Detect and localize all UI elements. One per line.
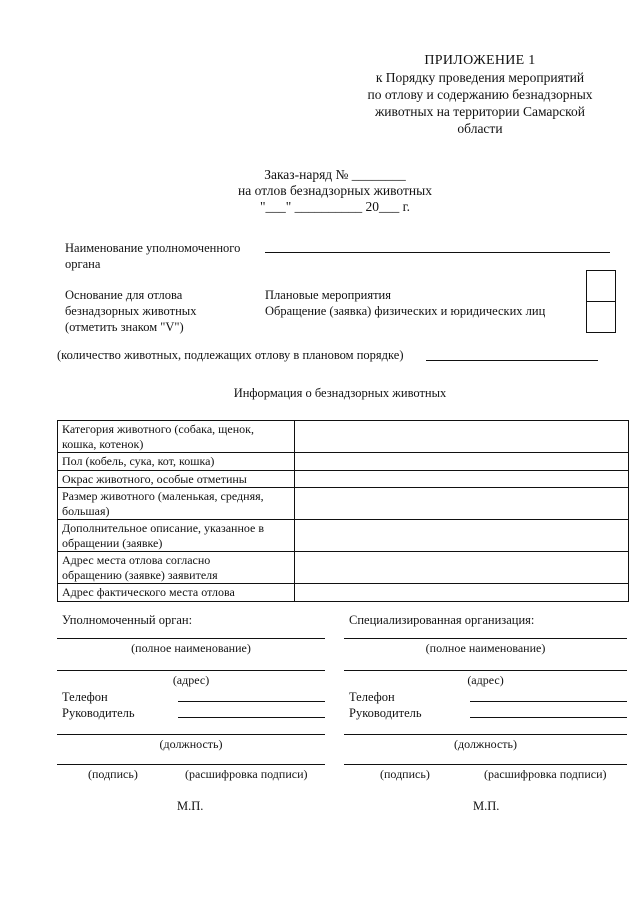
left-header: Уполномоченный орган:	[62, 613, 193, 627]
appendix-line: области	[457, 121, 503, 136]
order-subject: на отлов безнадзорных животных	[238, 183, 432, 198]
order-heading	[200, 167, 470, 215]
basis-option-planned: Плановые мероприятия	[265, 288, 391, 302]
basis-label-line: Основание для отлова	[65, 288, 183, 302]
right-header: Специализированная организация:	[349, 613, 535, 627]
table-row	[58, 520, 629, 552]
row-label: Категория животного (собака, щенок, кошка, котенок)	[58, 421, 295, 453]
basis-options	[265, 287, 545, 319]
right-phone-field[interactable]	[470, 701, 627, 702]
authority-label-line: Наименование уполномоченного	[65, 241, 241, 255]
right-name-field[interactable]	[344, 638, 627, 639]
animal-info-table	[57, 420, 629, 602]
row-label: Дополнительное описание, указанное в обращении (заявке)	[58, 520, 295, 552]
basis-option-request: Обращение (заявка) физических и юридических лиц	[265, 304, 546, 318]
appendix-line: к Порядку проведения мероприятий	[375, 70, 585, 85]
left-position-field[interactable]	[57, 734, 325, 735]
quantity-field[interactable]	[426, 360, 598, 361]
left-phone-field[interactable]	[178, 701, 325, 702]
basis-label-line: безнадзорных животных	[65, 304, 197, 318]
order-number: Заказ-наряд № ________	[264, 167, 406, 182]
table-row	[58, 470, 629, 488]
table-row	[58, 584, 629, 602]
left-address-field[interactable]	[57, 670, 325, 671]
table-row	[58, 552, 629, 584]
row-value-cell[interactable]	[295, 453, 629, 471]
left-position-caption: (должность)	[159, 737, 223, 751]
basis-label-line: (отметить знаком "V")	[65, 320, 184, 334]
row-value-cell[interactable]	[295, 552, 629, 584]
request-checkbox[interactable]	[586, 301, 616, 333]
appendix-line: животных на территории Самарской	[374, 104, 585, 119]
right-head-label: Руководитель	[349, 706, 422, 720]
table-row	[58, 421, 629, 453]
planned-checkbox[interactable]	[586, 270, 616, 302]
left-signature-field[interactable]	[57, 764, 325, 765]
left-address-caption: (адрес)	[172, 673, 210, 687]
table-row	[58, 488, 629, 520]
table-row	[58, 453, 629, 471]
right-signature-field[interactable]	[344, 764, 627, 765]
appendix-title: ПРИЛОЖЕНИЕ 1	[424, 53, 536, 68]
row-value-cell[interactable]	[295, 470, 629, 488]
row-value-cell[interactable]	[295, 488, 629, 520]
left-name-field[interactable]	[57, 638, 325, 639]
appendix-block	[340, 52, 620, 137]
row-value-cell[interactable]	[295, 584, 629, 602]
info-title: Информация о безнадзорных животных	[233, 386, 447, 400]
row-value-cell[interactable]	[295, 520, 629, 552]
basis-label	[65, 287, 196, 335]
row-value-cell[interactable]	[295, 421, 629, 453]
row-label: Размер животного (маленькая, средняя, большая)	[58, 488, 295, 520]
right-phone-label: Телефон	[349, 690, 395, 704]
left-head-field[interactable]	[178, 717, 325, 718]
quantity-label: (количество животных, подлежащих отлову в плановом порядке)	[57, 348, 404, 362]
right-signature-caption: (подпись)	[380, 767, 430, 781]
row-label: Адрес фактического места отлова	[58, 584, 295, 602]
left-stamp: М.П.	[177, 799, 204, 813]
right-position-field[interactable]	[344, 734, 627, 735]
row-label: Адрес места отлова согласно обращению (заявке) заявителя	[58, 552, 295, 584]
order-date: "___" __________ 20___ г.	[259, 199, 411, 214]
appendix-line: по отлову и содержанию безнадзорных	[367, 87, 593, 102]
authority-label-line: органа	[65, 257, 101, 271]
right-decoding-caption: (расшифровка подписи)	[484, 767, 607, 781]
right-stamp: М.П.	[473, 799, 500, 813]
authority-name-field[interactable]	[265, 252, 610, 253]
right-address-field[interactable]	[344, 670, 627, 671]
row-label: Пол (кобель, сука, кот, кошка)	[58, 453, 295, 471]
left-head-label: Руководитель	[62, 706, 135, 720]
right-position-caption: (должность)	[454, 737, 517, 751]
authority-label	[65, 240, 240, 272]
right-address-caption: (адрес)	[467, 673, 504, 687]
row-label: Окрас животного, особые отметины	[58, 470, 295, 488]
right-name-caption: (полное наименование)	[425, 641, 546, 655]
right-head-field[interactable]	[470, 717, 627, 718]
left-signature-caption: (подпись)	[88, 767, 138, 781]
left-phone-label: Телефон	[62, 690, 108, 704]
left-name-caption: (полное наименование)	[131, 641, 251, 655]
left-decoding-caption: (расшифровка подписи)	[185, 767, 308, 781]
